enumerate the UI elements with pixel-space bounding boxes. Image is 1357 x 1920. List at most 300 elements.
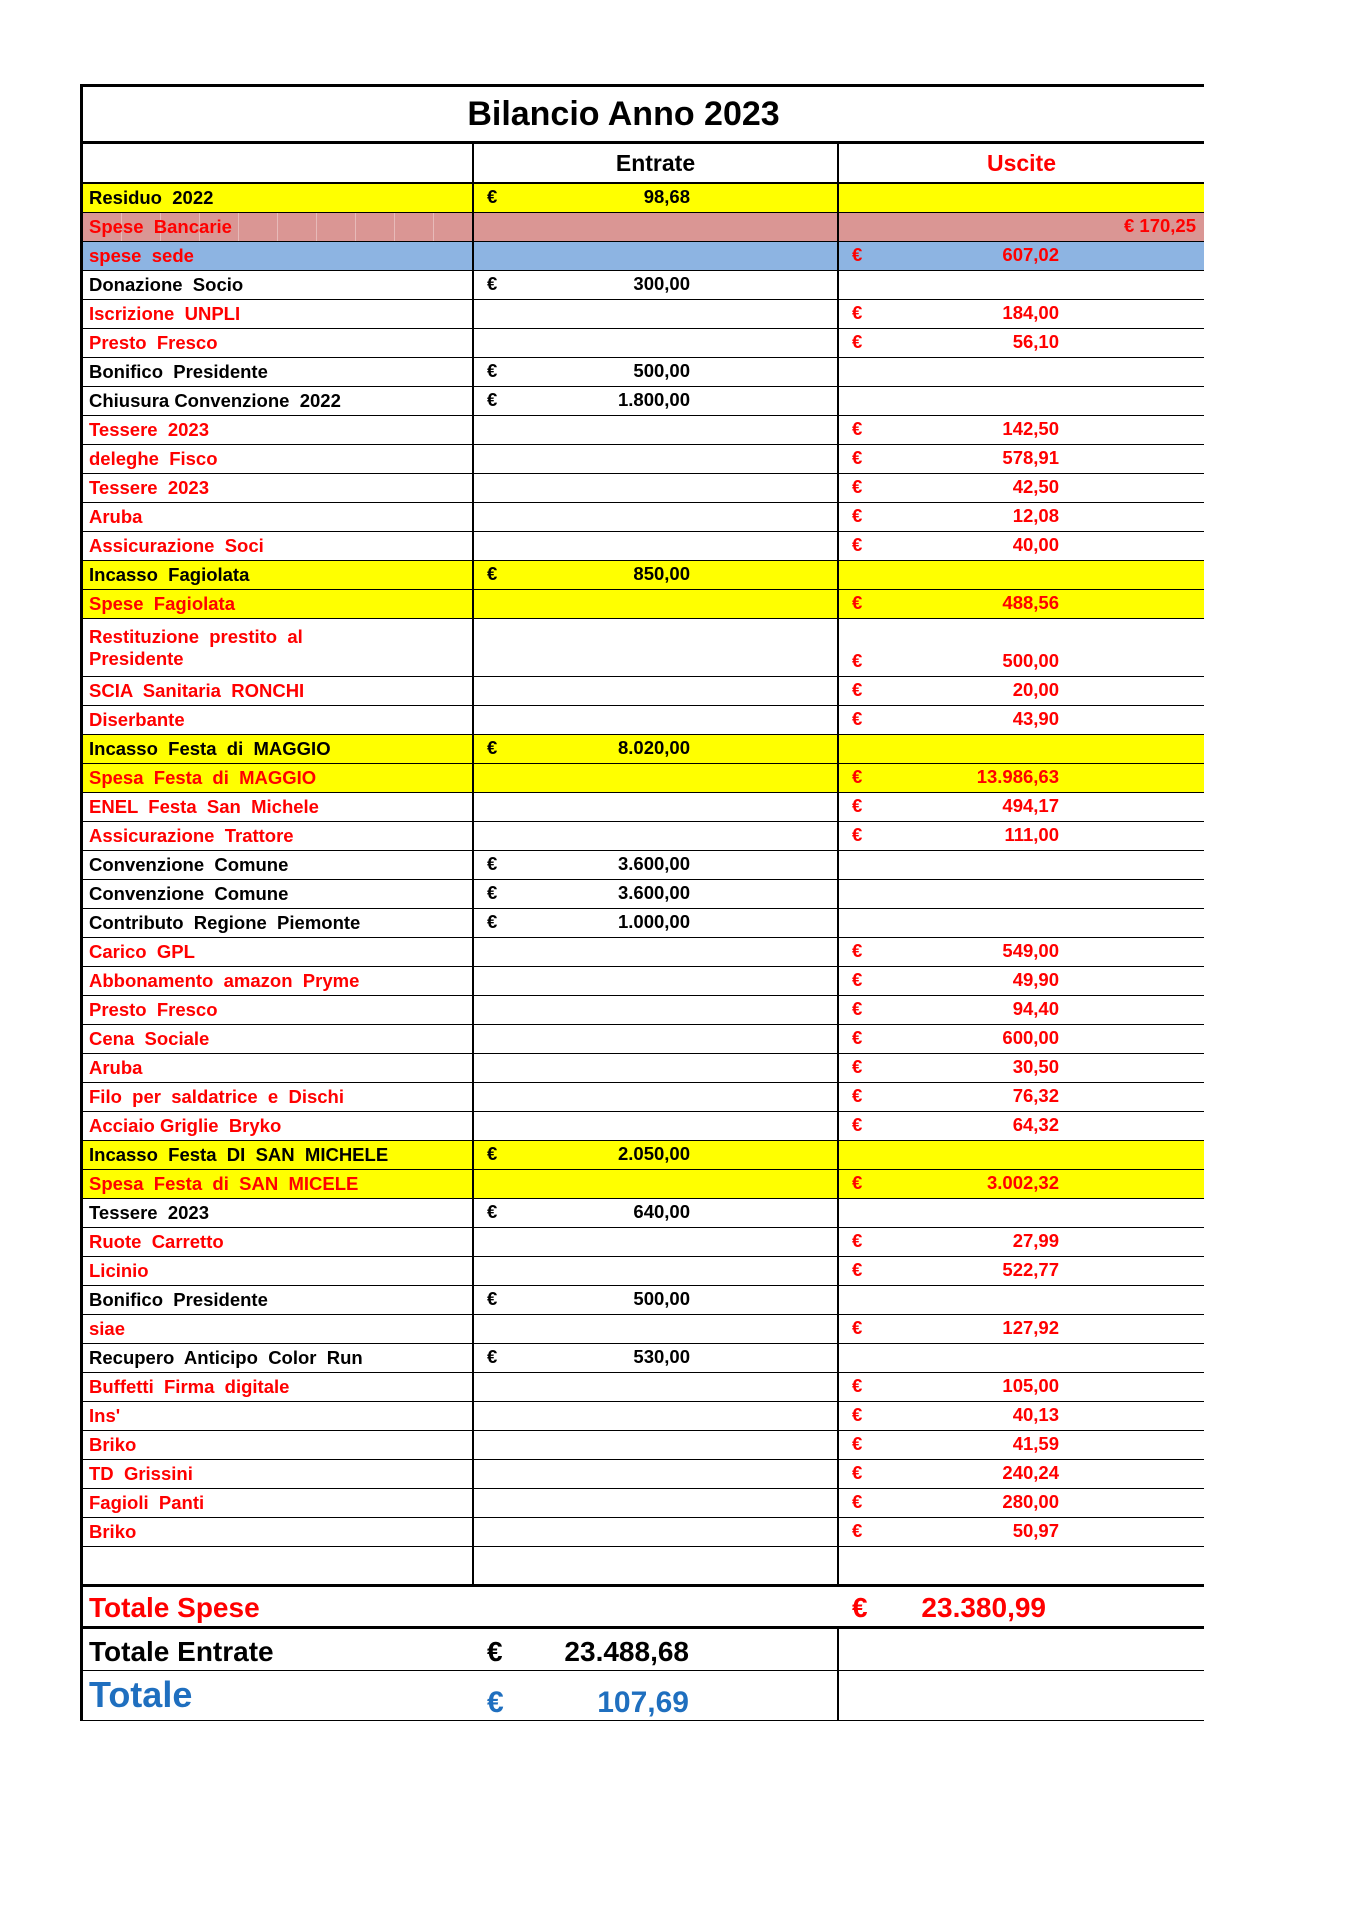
row-label: Filo per saldatrice e Dischi	[89, 1086, 344, 1107]
row-label-cell	[83, 909, 474, 937]
row-label: Presto Fresco	[89, 999, 218, 1020]
entrate-cell	[474, 1170, 839, 1198]
row-label-cell	[83, 416, 474, 444]
euro-symbol: €	[487, 360, 498, 381]
uscite-cell	[839, 300, 1204, 328]
row-label-cell	[83, 1228, 474, 1256]
entrate-cell	[474, 590, 839, 618]
table-row	[80, 590, 1204, 619]
uscite-cell	[839, 242, 1204, 270]
entrate-cell	[474, 764, 839, 792]
entrate-cell	[474, 242, 839, 270]
euro-symbol: €	[852, 592, 863, 613]
euro-symbol: €	[852, 1592, 868, 1623]
euro-symbol: €	[852, 1230, 863, 1251]
row-label-cell	[83, 764, 474, 792]
uscite-amount: 64,32	[1012, 1114, 1059, 1135]
table-row	[80, 1402, 1204, 1431]
entrate-cell	[474, 996, 839, 1024]
totale-entrate-empty	[839, 1629, 1204, 1670]
table-row	[80, 1170, 1204, 1199]
row-label-cell	[83, 706, 474, 734]
euro-symbol: €	[852, 1114, 863, 1135]
row-label: Chiusura Convenzione 2022	[89, 390, 341, 411]
uscite-cell	[839, 1054, 1204, 1082]
euro-symbol: €	[487, 1201, 498, 1222]
euro-symbol: €	[852, 824, 863, 845]
entrate-cell	[474, 1257, 839, 1285]
uscite-cell	[839, 1431, 1204, 1459]
row-label: Tessere 2023	[89, 419, 210, 440]
table-row	[80, 1054, 1204, 1083]
row-label: Contributo Regione Piemonte	[89, 912, 361, 933]
euro-symbol: €	[852, 418, 863, 439]
euro-symbol: €	[487, 389, 498, 410]
row-label-cell	[83, 619, 474, 676]
entrate-cell	[474, 1518, 839, 1546]
blank-cell	[839, 1547, 1204, 1584]
row-label: TD Grissini	[89, 1463, 193, 1484]
uscite-amount: 522,77	[1002, 1259, 1059, 1280]
row-label: Licinio	[89, 1260, 149, 1281]
uscite-cell	[839, 880, 1204, 908]
entrate-cell	[474, 1199, 839, 1227]
table-row	[80, 1257, 1204, 1286]
entrate-cell	[474, 1431, 839, 1459]
uscite-cell	[839, 764, 1204, 792]
entrate-amount: 850,00	[633, 563, 690, 584]
row-label-cell	[83, 1489, 474, 1517]
entrate-cell	[474, 1489, 839, 1517]
totale-label: Totale	[89, 1674, 193, 1715]
uscite-amount: 12,08	[1012, 505, 1059, 526]
euro-symbol: €	[852, 1375, 863, 1396]
table-row	[80, 503, 1204, 532]
entrate-cell	[474, 1315, 839, 1343]
table-row	[80, 996, 1204, 1025]
euro-symbol: €	[852, 998, 863, 1019]
row-label: Assicurazione Trattore	[89, 825, 294, 846]
uscite-cell	[839, 561, 1204, 589]
euro-symbol: €	[852, 1172, 863, 1193]
totale-spese-empty	[474, 1587, 839, 1626]
uscite-cell	[839, 938, 1204, 966]
row-label: Buffetti Firma digitale	[89, 1376, 290, 1397]
row-label: Residuo 2022	[89, 187, 214, 208]
row-label-cell	[83, 387, 474, 415]
row-label-cell	[83, 1460, 474, 1488]
entrate-cell	[474, 1054, 839, 1082]
entrate-cell	[474, 213, 839, 241]
row-label-cell	[83, 996, 474, 1024]
euro-symbol: €	[487, 882, 498, 903]
uscite-amount: 20,00	[1012, 679, 1059, 700]
table-row	[80, 822, 1204, 851]
entrate-cell	[474, 619, 839, 676]
uscite-cell	[839, 996, 1204, 1024]
entrate-cell	[474, 474, 839, 502]
euro-symbol: €	[852, 1085, 863, 1106]
entrate-amount: 640,00	[633, 1201, 690, 1222]
uscite-amount: 56,10	[1012, 331, 1059, 352]
balance-sheet	[80, 84, 1204, 1721]
uscite-cell	[839, 822, 1204, 850]
header-entrate: Entrate	[474, 144, 839, 182]
euro-symbol: €	[852, 1433, 863, 1454]
uscite-cell	[839, 793, 1204, 821]
row-label: Spesa Festa di MAGGIO	[89, 767, 317, 788]
euro-symbol: €	[852, 1056, 863, 1077]
entrate-cell	[474, 445, 839, 473]
blank-cell	[474, 1547, 839, 1584]
table-row	[80, 1315, 1204, 1344]
uscite-cell	[839, 416, 1204, 444]
uscite-cell	[839, 1228, 1204, 1256]
entrate-cell	[474, 851, 839, 879]
uscite-cell	[839, 735, 1204, 763]
row-label: Incasso Festa DI SAN MICHELE	[89, 1144, 389, 1165]
row-label-cell	[83, 1518, 474, 1546]
uscite-cell	[839, 1112, 1204, 1140]
table-row	[80, 735, 1204, 764]
entrate-cell	[474, 909, 839, 937]
table-row	[80, 1112, 1204, 1141]
row-label: Briko	[89, 1521, 137, 1542]
entrate-cell	[474, 1083, 839, 1111]
row-label-cell	[83, 793, 474, 821]
row-label: Abbonamento amazon Pryme	[89, 970, 360, 991]
table-row	[80, 764, 1204, 793]
table-row	[80, 677, 1204, 706]
uscite-amount: 49,90	[1012, 969, 1059, 990]
row-label-cell	[83, 1199, 474, 1227]
table-row	[80, 387, 1204, 416]
table-row	[80, 1083, 1204, 1112]
row-label: Tessere 2023	[89, 477, 210, 498]
table-row	[80, 619, 1204, 677]
euro-symbol: €	[852, 505, 863, 526]
uscite-amount: 50,97	[1012, 1520, 1059, 1541]
entrate-cell	[474, 387, 839, 415]
entrate-cell	[474, 416, 839, 444]
euro-symbol: €	[852, 940, 863, 961]
row-label-cell	[83, 1083, 474, 1111]
uscite-amount: 184,00	[1002, 302, 1059, 323]
row-label: Diserbante	[89, 709, 185, 730]
table-row	[80, 1228, 1204, 1257]
table-row	[80, 1518, 1204, 1547]
uscite-amount: 43,90	[1012, 708, 1059, 729]
uscite-cell	[839, 532, 1204, 560]
row-label: Aruba	[89, 1057, 143, 1078]
header-row	[80, 144, 1204, 184]
table-row	[80, 909, 1204, 938]
uscite-cell	[839, 213, 1204, 241]
row-label-cell	[83, 213, 474, 241]
uscite-cell	[839, 271, 1204, 299]
row-label: Aruba	[89, 506, 143, 527]
header-uscite: Uscite	[986, 150, 1057, 176]
entrate-cell	[474, 561, 839, 589]
row-label-cell	[83, 938, 474, 966]
row-label-cell	[83, 1025, 474, 1053]
entrate-cell	[474, 271, 839, 299]
euro-symbol: €	[487, 1636, 503, 1667]
euro-symbol: €	[852, 969, 863, 990]
row-label: Acciaio Griglie Bryko	[89, 1115, 282, 1136]
row-label: Bonifico Presidente	[89, 361, 268, 382]
uscite-amount: € 170,25	[1123, 215, 1196, 236]
euro-symbol: €	[487, 186, 498, 207]
entrate-cell	[474, 1344, 839, 1372]
totale-spese-value: 23.380,99	[921, 1592, 1046, 1623]
entrate-cell	[474, 938, 839, 966]
row-label-cell	[83, 358, 474, 386]
uscite-cell	[839, 619, 1204, 676]
row-label-cell	[83, 561, 474, 589]
table-row	[80, 1141, 1204, 1170]
entrate-cell	[474, 532, 839, 560]
row-label-cell	[83, 1402, 474, 1430]
entrate-cell	[474, 1286, 839, 1314]
blank-row	[80, 1547, 1204, 1587]
euro-symbol: €	[852, 331, 863, 352]
entrate-cell	[474, 1228, 839, 1256]
entrate-amount: 530,00	[633, 1346, 690, 1367]
row-label: Incasso Fagiolata	[89, 564, 250, 585]
entrate-amount: 98,68	[643, 186, 690, 207]
totale-entrate-value-cell	[474, 1629, 839, 1670]
euro-symbol: €	[487, 1143, 498, 1164]
table-row	[80, 938, 1204, 967]
table-row	[80, 1373, 1204, 1402]
row-label: SCIA Sanitaria RONCHI	[89, 680, 305, 701]
entrate-cell	[474, 184, 839, 212]
entrate-amount: 3.600,00	[617, 853, 690, 874]
uscite-amount: 500,00	[1002, 650, 1059, 671]
uscite-cell	[839, 851, 1204, 879]
row-label-cell	[83, 1112, 474, 1140]
blank-cell	[83, 1547, 474, 1584]
title-row	[80, 84, 1204, 144]
row-label-cell	[83, 1054, 474, 1082]
row-label-cell	[83, 242, 474, 270]
euro-symbol: €	[852, 795, 863, 816]
uscite-cell	[839, 445, 1204, 473]
uscite-cell	[839, 1199, 1204, 1227]
entrate-amount: 1.000,00	[617, 911, 690, 932]
uscite-amount: 578,91	[1002, 447, 1059, 468]
entrate-cell	[474, 1373, 839, 1401]
row-label: Ins'	[89, 1405, 121, 1426]
row-label-cell	[83, 532, 474, 560]
row-label-cell	[83, 184, 474, 212]
uscite-cell	[839, 184, 1204, 212]
uscite-amount: 111,00	[1004, 824, 1059, 845]
uscite-amount: 600,00	[1002, 1027, 1059, 1048]
table-row	[80, 1460, 1204, 1489]
uscite-cell	[839, 1518, 1204, 1546]
euro-symbol: €	[852, 1462, 863, 1483]
table-row	[80, 793, 1204, 822]
uscite-cell	[839, 590, 1204, 618]
uscite-amount: 40,13	[1012, 1404, 1059, 1425]
entrate-amount: 8.020,00	[617, 737, 690, 758]
uscite-cell	[839, 677, 1204, 705]
table-row	[80, 242, 1204, 271]
uscite-cell	[839, 1170, 1204, 1198]
euro-symbol: €	[852, 766, 863, 787]
euro-symbol: €	[852, 1317, 863, 1338]
uscite-amount: 27,99	[1012, 1230, 1059, 1251]
row-label: Iscrizione UNPLI	[89, 303, 241, 324]
totale-row	[80, 1671, 1204, 1721]
row-label-cell	[83, 1286, 474, 1314]
entrate-cell	[474, 329, 839, 357]
entrate-cell	[474, 1025, 839, 1053]
row-label-cell	[83, 1141, 474, 1169]
row-label: Convenzione Comune	[89, 854, 289, 875]
entrate-cell	[474, 358, 839, 386]
uscite-cell	[839, 1141, 1204, 1169]
entrate-amount: 3.600,00	[617, 882, 690, 903]
table-row	[80, 1431, 1204, 1460]
entrate-cell	[474, 503, 839, 531]
euro-symbol: €	[852, 447, 863, 468]
uscite-cell	[839, 1344, 1204, 1372]
uscite-amount: 240,24	[1002, 1462, 1059, 1483]
entrate-amount: 1.800,00	[617, 389, 690, 410]
euro-symbol: €	[852, 1404, 863, 1425]
entrate-cell	[474, 880, 839, 908]
table-row	[80, 561, 1204, 590]
row-label-cell	[83, 300, 474, 328]
uscite-cell	[839, 387, 1204, 415]
entrate-amount: 300,00	[633, 273, 690, 294]
euro-symbol: €	[852, 534, 863, 555]
uscite-cell	[839, 967, 1204, 995]
uscite-cell	[839, 909, 1204, 937]
euro-symbol: €	[852, 1027, 863, 1048]
uscite-cell	[839, 1257, 1204, 1285]
table-row	[80, 358, 1204, 387]
table-row	[80, 1199, 1204, 1228]
uscite-amount: 280,00	[1002, 1491, 1059, 1512]
totale-empty	[839, 1671, 1204, 1720]
euro-symbol: €	[852, 650, 863, 671]
uscite-amount: 76,32	[1012, 1085, 1059, 1106]
euro-symbol: €	[487, 1686, 504, 1719]
table-row	[80, 213, 1204, 242]
uscite-amount: 105,00	[1002, 1375, 1059, 1396]
uscite-cell	[839, 1286, 1204, 1314]
row-label-cell	[83, 271, 474, 299]
uscite-amount: 40,00	[1012, 534, 1059, 555]
row-label: Briko	[89, 1434, 137, 1455]
uscite-cell	[839, 1373, 1204, 1401]
row-label-cell	[83, 329, 474, 357]
row-label-cell	[83, 677, 474, 705]
row-label-cell	[83, 967, 474, 995]
table-row	[80, 271, 1204, 300]
entrate-cell	[474, 706, 839, 734]
table-row	[80, 445, 1204, 474]
row-label: deleghe Fisco	[89, 448, 218, 469]
totale-entrate-label-cell	[83, 1629, 474, 1670]
row-label-line2: Presidente	[89, 647, 184, 669]
entrate-amount: 500,00	[633, 360, 690, 381]
row-label: Spesa Festa di SAN MICELE	[89, 1173, 359, 1194]
uscite-amount: 142,50	[1002, 418, 1059, 439]
totale-spese-value-cell	[839, 1587, 1204, 1626]
row-label: Tessere 2023	[89, 1202, 210, 1223]
row-label: ENEL Festa San Michele	[89, 796, 319, 817]
row-label-cell	[83, 1373, 474, 1401]
uscite-amount: 549,00	[1002, 940, 1059, 961]
table-row	[80, 967, 1204, 996]
table-row	[80, 851, 1204, 880]
uscite-amount: 42,50	[1012, 476, 1059, 497]
euro-symbol: €	[852, 708, 863, 729]
entrate-cell	[474, 300, 839, 328]
entrate-amount: 2.050,00	[617, 1143, 690, 1164]
row-label: Bonifico Presidente	[89, 1289, 268, 1310]
row-label: Carico GPL	[89, 941, 195, 962]
totale-value: 107,69	[597, 1686, 689, 1719]
row-label-cell	[83, 735, 474, 763]
uscite-amount: 127,92	[1002, 1317, 1059, 1338]
row-label-cell	[83, 1170, 474, 1198]
header-label-cell	[83, 144, 474, 182]
euro-symbol: €	[487, 853, 498, 874]
uscite-amount: 488,56	[1002, 592, 1059, 613]
uscite-cell	[839, 1460, 1204, 1488]
uscite-cell	[839, 358, 1204, 386]
uscite-amount: 41,59	[1012, 1433, 1059, 1454]
entrate-cell	[474, 1402, 839, 1430]
uscite-amount: 607,02	[1002, 244, 1059, 265]
euro-symbol: €	[487, 1288, 498, 1309]
uscite-amount: 3.002,32	[986, 1172, 1059, 1193]
uscite-amount: 494,17	[1002, 795, 1059, 816]
entrate-cell	[474, 735, 839, 763]
euro-symbol: €	[852, 244, 863, 265]
entrate-cell	[474, 1141, 839, 1169]
table-row	[80, 300, 1204, 329]
row-label: Donazione Socio	[89, 274, 244, 295]
row-label: Presto Fresco	[89, 332, 218, 353]
entrate-cell	[474, 822, 839, 850]
totale-spese-label: Totale Spese	[89, 1592, 260, 1623]
euro-symbol: €	[487, 563, 498, 584]
row-label: Recupero Anticipo Color Run	[89, 1347, 363, 1368]
row-label: siae	[89, 1318, 126, 1339]
table-row	[80, 1286, 1204, 1315]
totale-label-cell	[83, 1671, 474, 1720]
row-label: Assicurazione Soci	[89, 535, 264, 556]
entrate-cell	[474, 1460, 839, 1488]
row-label-cell	[83, 474, 474, 502]
table-row	[80, 1025, 1204, 1054]
row-label-cell	[83, 590, 474, 618]
row-label-cell	[83, 1257, 474, 1285]
entrate-amount: 500,00	[633, 1288, 690, 1309]
sheet-title: Bilancio Anno 2023	[467, 94, 780, 133]
totale-spese-row	[80, 1587, 1204, 1629]
table-row	[80, 416, 1204, 445]
table-row	[80, 329, 1204, 358]
row-label: Restituzione prestito al	[89, 625, 303, 647]
